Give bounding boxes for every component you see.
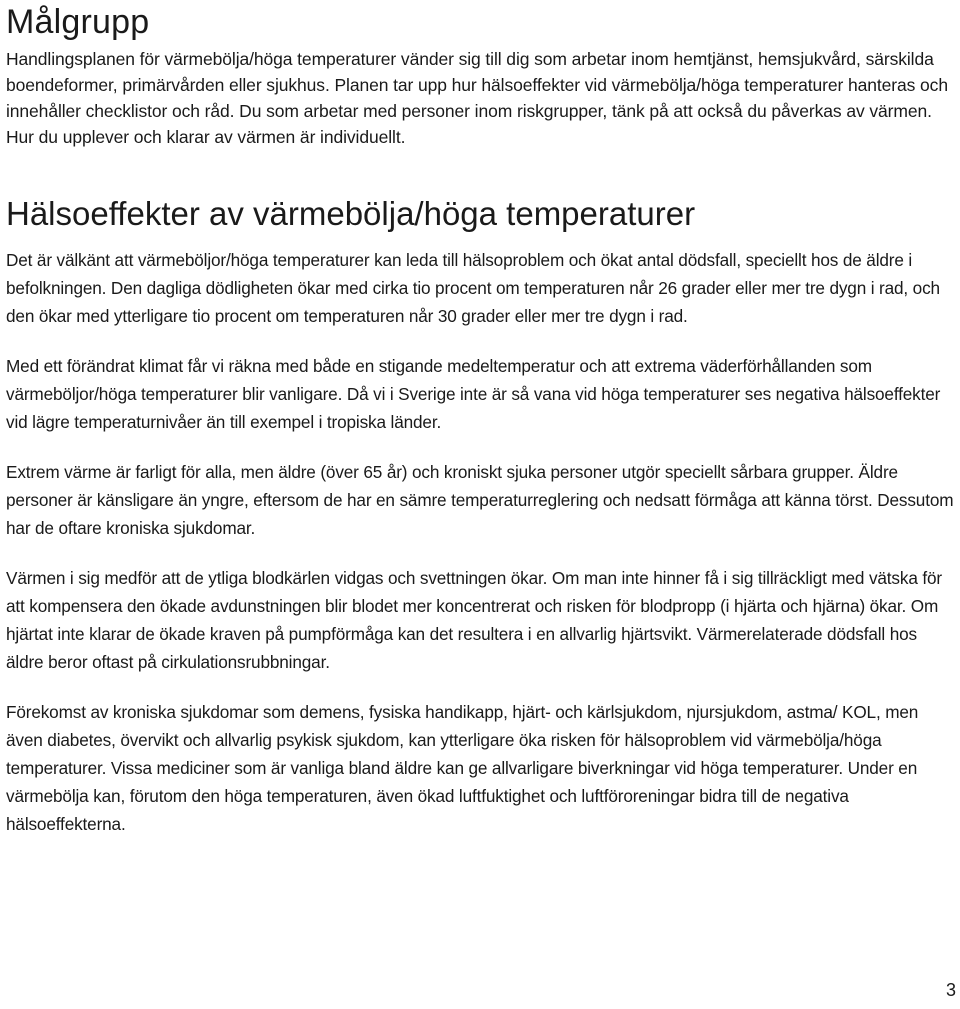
paragraph-physiology: Värmen i sig medför att de ytliga blodkärlen vidgas och svettningen ökar. Om man inte hinner få i sig tillräckligt med vätska för att kompensera den ökade avdunstningen blir blodet mer koncentrerat och risken för blodpropp (i hjärta och hjärna) ökar. Om hjärtat inte klarar de ökade kraven på pumpförmåga kan det resultera i en allvarlig hjärtsvikt. Värmerelaterade dödsfall hos äldre beror oftast på cirkulationsrubbningar. [6,568,942,672]
paragraph-chronic-disease: Förekomst av kroniska sjukdomar som demens, fysiska handikapp, hjärt- och kärlsjukdom, njursjukdom, astma/ KOL, men även diabetes, övervikt och allvarlig psykisk sjukdom, kan ytterligare öka risken för hälsoproblem vid värmebölja/höga temperaturer. Vissa mediciner som är vanliga bland äldre kan ge allvarligare biverkningar vid höga temperaturer. Under en värmebölja kan, förutom den höga temperaturen, även ökad luftfuktighet och luftföroreningar bidra till de negativa hälsoeffekterna. [6,702,919,834]
paragraph-mortality: Det är välkänt att värmeböljor/höga temperaturer kan leda till hälsoproblem och ökat antal dödsfall, speciellt hos de äldre i befolkningen. Den dagliga dödligheten ökar med cirka tio procent om temperaturen når 26 grader eller mer tre dygn i rad, och den ökar med ytterligare tio procent om temperaturen når 30 grader eller mer tre dygn i rad. [6,250,940,326]
section-heading: Hälsoeffekter av värmebölja/höga temperaturer [6,195,696,232]
paragraph-risk-groups: Extrem värme är farligt för alla, men äldre (över 65 år) och kroniskt sjuka personer utgör speciellt sårbara grupper. Äldre personer är känsligare än yngre, eftersom de har en sämre temperaturreglering och nedsatt förmåga att känna törst. Dessutom har de oftare kroniska sjukdomar. [6,462,954,538]
intro-paragraph: Handlingsplanen för värmebölja/höga temperaturer vänder sig till dig som arbetar inom hemtjänst, hemsjukvård, särskilda boendeformer, primärvården eller sjukhus. Planen tar upp hur hälsoeffekter vid värmebölja/höga temperaturer hanteras och innehåller checklistor och råd. Du som arbetar med personer inom riskgrupper, tänk på att också du påverkas av värmen. Hur du upplever och klarar av värmen är individuellt. [6,49,948,147]
section-body [6,246,958,860]
paragraph-climate: Med ett förändrat klimat får vi räkna med både en stigande medeltemperatur och att extrema väderförhållanden som värmeböljor/höga temperaturer blir vanligare. Då vi i Sverige inte är så vana vid höga temperaturer ses negativa hälsoeffekter vid lägre temperaturnivåer än till exempel i tropiska länder. [6,356,941,432]
document-page [6,0,956,834]
page-number: 3 [945,980,956,1000]
page-title: Målgrupp [6,3,150,41]
